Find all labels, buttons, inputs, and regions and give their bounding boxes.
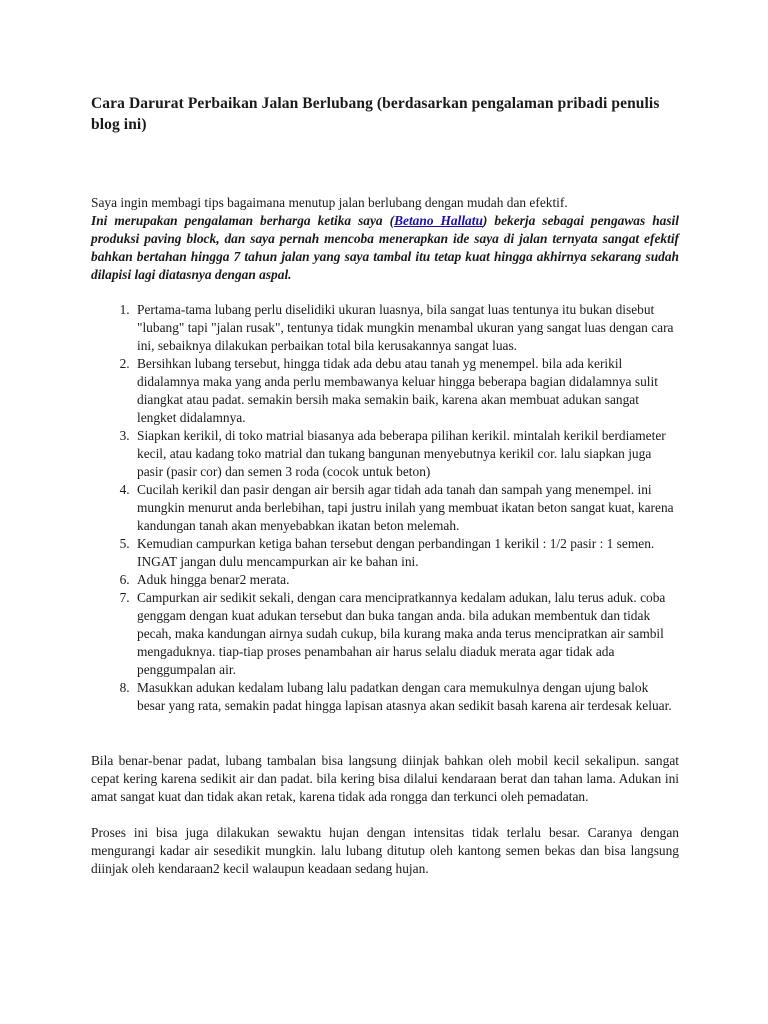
experience-note-after: ) bekerja sebagai pengawas hasil produksi paving block, dan saya pernah mencoba menerapkan ide saya di jalan ternyata sangat efektif bahkan bertahan hingga 7 tahun jalan yang saya tambal itu tetap kuat hingga akhirnya sekarang sudah dilapisi lagi diatasnya dengan aspal. bbox=[91, 213, 679, 282]
rain-paragraph: Proses ini bisa juga dilakukan sewaktu hujan dengan intensitas tidak terlalu besar. Caranya dengan mengurangi kadar air sesedikit mungkin. lalu lubang ditutup oleh kantong semen bekas dan bisa langsung diinjak oleh kendaraan2 kecil walaupun keadaan sedang hujan. bbox=[91, 825, 679, 876]
document-page bbox=[91, 93, 679, 878]
document-title: Cara Darurat Perbaikan Jalan Berlubang (berdasarkan pengalaman pribadi penulis blog ini) bbox=[91, 95, 660, 133]
list-item: 3. Siapkan kerikil, di toko matrial biasanya ada beberapa pilihan kerikil. mintalah kerikil berdiameter kecil, atau kadang toko matrial dan tukang bangunan menyebutnya kerikil cor. lalu siapkan juga pasir (pasir cor) dan semen 3 roda (cocok untuk beton) bbox=[133, 427, 679, 481]
list-item: 4. Cucilah kerikil dan pasir dengan air bersih agar tidah ada tanah dan sampah yang menempel. ini mungkin menurut anda berlebihan, tapi justru inilah yang membuat ikatan beton sangat kuat, karena kandungan tanah akan menyebabkan ikatan beton melemah. bbox=[133, 481, 679, 535]
list-item: 5. Kemudian campurkan ketiga bahan tersebut dengan perbandingan 1 kerikil : 1/2 pasir : 1 semen. INGAT jangan dulu mencampurkan air ke bahan ini. bbox=[133, 535, 679, 571]
intro-text: Saya ingin membagi tips bagaimana menutup jalan berlubang dengan mudah dan efektif. bbox=[91, 195, 568, 210]
list-item: 7. Campurkan air sedikit sekali, dengan cara mencipratkannya kedalam adukan, lalu terus aduk. coba genggam dengan kuat adukan tersebut dan buka tangan anda. bila adukan membentuk dan tidak pecah, maka kandungan airnya sudah cukup, bila kurang maka anda terus mencipratkan air sambil mengaduknya. tiap-tiap proses penambahan air harus selalu diaduk merata agar tidak ada penggumpalan air. bbox=[133, 589, 679, 679]
list-item: 2. Bersihkan lubang tersebut, hingga tidak ada debu atau tanah yg menempel. bila ada kerikil didalamnya maka yang anda perlu membawanya keluar hingga beberapa bagian didalamnya sulit diangkat atau padat. semakin bersih maka semakin baik, karena akan membuat adukan sangat lengket didalamnya. bbox=[133, 355, 679, 427]
author-link[interactable]: Betano Hallatu bbox=[394, 213, 483, 228]
list-item: 8. Masukkan adukan kedalam lubang lalu padatkan dengan cara memukulnya dengan ujung balok besar yang rata, semakin padat hingga lapisan atasnya akan sedikit basah karena air terdesak keluar. bbox=[133, 679, 679, 715]
list-item: 1. Pertama-tama lubang perlu diselidiki ukuran luasnya, bila sangat luas tentunya itu bukan disebut "lubang" tapi "jalan rusak", tentunya tidak mungkin menambal ukuran yang sangat luas dengan cara ini, sebaiknya dilakukan perbaikan total bila kerusakannya sangat luas. bbox=[133, 301, 679, 355]
experience-note-before: Ini merupakan pengalaman berharga ketika saya ( bbox=[91, 213, 395, 228]
list-item: 6. Aduk hingga benar2 merata. bbox=[133, 571, 679, 589]
result-paragraph: Bila benar-benar padat, lubang tambalan bisa langsung diinjak bahkan oleh mobil kecil sekalipun. sangat cepat kering karena sedikit air dan padat. bila kering bisa dilalui kendaraan berat dan tahan lama. Adukan ini amat sangat kuat dan tidak akan retak, karena tidak ada rongga dan terkunci oleh pemadatan. bbox=[91, 753, 679, 804]
steps-list bbox=[91, 301, 679, 715]
experience-note bbox=[91, 212, 679, 284]
